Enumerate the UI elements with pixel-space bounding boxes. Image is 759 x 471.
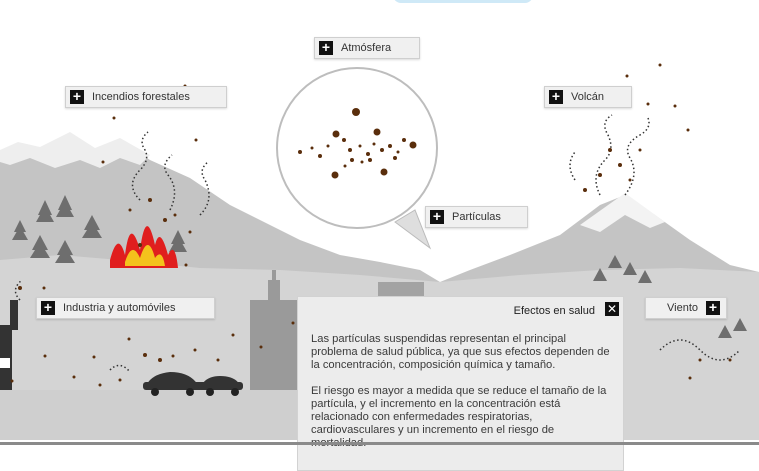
particle-dot [647,103,650,106]
particle-dot [699,359,702,362]
particle-dot [342,138,346,142]
atmosphere-magnifier [277,68,437,248]
particle-dot [381,169,388,176]
particle-dot [659,64,662,67]
particle-dot [687,129,690,132]
plus-icon [430,210,444,224]
particle-dot [318,154,322,158]
particle-dot [194,349,197,352]
incendios-toggle[interactable] [65,86,227,108]
particle-dot [129,209,132,212]
particle-dot [348,148,352,152]
particle-dot [618,163,622,167]
particle-dot [333,131,340,138]
particle-dot [729,359,732,362]
particle-dot [292,322,295,325]
particle-dot [350,158,354,162]
info-paragraph: El riesgo es mayor a medida que se reduce el tamaño de la partícula, y el incremento en la concentración está relacionado con enfermedades respiratorias, cardiovasculares y un incremento en el riesgo de [311,385,607,436]
particle-dot [44,355,47,358]
particle-dot [113,117,116,120]
particle-dot [366,152,370,156]
particle-dot [148,198,152,202]
particle-dot [195,139,198,142]
particulas-toggle[interactable] [425,206,528,228]
particle-dot [608,148,612,152]
particle-dot [311,147,314,150]
particle-dot [217,359,220,362]
particle-dot [629,179,632,182]
particle-dot [73,376,76,379]
particle-dot [138,243,142,247]
particle-dot [380,148,384,152]
close-icon[interactable] [605,302,619,316]
particle-dot [689,377,692,380]
volcan-toggle[interactable] [544,86,632,108]
particle-dot [359,145,362,148]
particle-dot [43,287,46,290]
particle-dot [598,173,602,177]
particle-dot [327,145,330,148]
particle-dot [352,108,360,116]
particle-dot [373,143,376,146]
plus-icon [549,90,563,104]
incendios-label: Incendios forestales [92,91,190,103]
particulas-label: Partículas [452,211,501,223]
particle-dot [128,338,131,341]
particle-dot [93,356,96,359]
plus-icon [319,41,333,55]
particle-dot [388,144,392,148]
particle-dot [99,384,102,387]
particle-dot [11,380,14,383]
particle-dot [344,165,347,168]
plus-icon [706,301,720,315]
particle-dot [393,156,397,160]
particle-dot [639,149,642,152]
industria-label: Industria y automóviles [63,302,176,314]
particle-dot [172,355,175,358]
particle-dot [368,158,372,162]
particle-dot [189,231,192,234]
particle-dot [583,188,587,192]
particle-dot [298,150,302,154]
viento-label: Viento [667,302,698,314]
particle-dot [402,138,406,142]
particle-dot [18,286,22,290]
info-paragraph: Las partículas suspendidas representan el principal problema de salud pública, ya que sus efectos dependen de la concentración, composición química y tamaño. [311,333,610,371]
plus-icon [70,90,84,104]
particle-dot [397,151,400,154]
particle-dot [674,105,677,108]
particle-dot [119,379,122,382]
particle-dot [332,172,339,179]
particle-dot [185,264,188,267]
viento-toggle[interactable] [645,297,727,319]
particle-dot [102,161,105,164]
particle-dot [158,358,162,362]
particle-dot [361,161,364,164]
info-panel-title: Efectos en salud [513,305,595,317]
particle-dot [174,214,177,217]
atmosfera-toggle[interactable] [314,37,420,59]
volcan-label: Volcán [571,91,605,103]
particle-dot [626,75,629,78]
particle-dot [163,218,167,222]
ground-divider [0,442,759,445]
particle-dot [410,142,417,149]
particle-dot [260,346,263,349]
atmosfera-label: Atmósfera [341,42,392,54]
particle-dot [143,353,147,357]
plus-icon [41,301,55,315]
particle-dot [232,334,235,337]
particle-dot [374,129,381,136]
industria-toggle[interactable] [36,297,215,319]
